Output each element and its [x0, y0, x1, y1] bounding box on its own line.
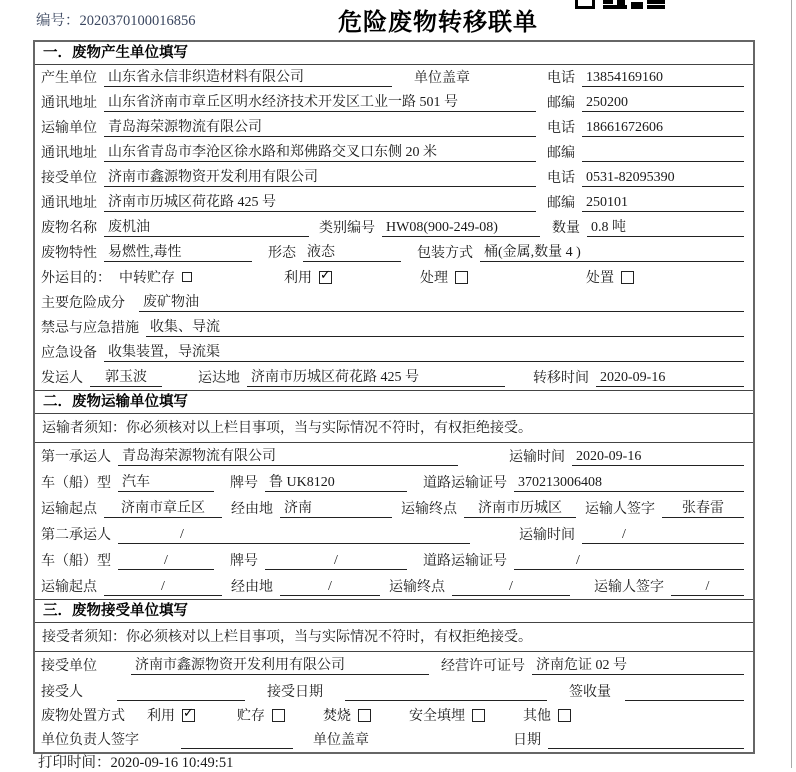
origin-label: 运输起点 [41, 580, 97, 595]
checkbox-icon [558, 709, 571, 722]
section-transporter [35, 390, 753, 599]
equipment-label: 应急设备 [41, 346, 97, 361]
equipment-row [35, 340, 753, 365]
checkbox-icon [272, 709, 285, 722]
hazard-label: 主要危险成分 [41, 296, 125, 311]
section2-header: 二．废物运输单位填写 [35, 391, 753, 414]
received-amount-value [625, 700, 744, 701]
first-carrier-label: 第一承运人 [41, 450, 111, 465]
vehicle-type-value: 汽车 [118, 471, 214, 492]
consignor-value: 郭玉波 [90, 366, 162, 387]
receive-date-label: 接受日期 [267, 685, 323, 700]
plate-value: 鲁 UK8120 [265, 471, 407, 492]
second-carrier-row [35, 521, 753, 547]
transfer-time-value: 2020-09-16 [596, 370, 744, 387]
consignor-row [35, 365, 753, 390]
phone-label: 电话 [547, 121, 575, 136]
packing-label: 包装方式 [417, 246, 473, 261]
checkbox-icon [621, 271, 634, 284]
end-label: 运输终点 [401, 502, 457, 517]
transport-time-value: / [582, 527, 744, 544]
permit-label: 经营许可证号 [441, 659, 525, 674]
document-number-label: 编号： [36, 13, 80, 29]
receiver-label: 接受单位 [41, 171, 97, 186]
producer-label: 产生单位 [41, 71, 97, 86]
route-row-1 [35, 495, 753, 521]
waste-character-row [35, 240, 753, 265]
checkbox-icon [182, 272, 192, 282]
transport-time-value: 2020-09-16 [572, 449, 744, 466]
via-label: 经由地 [231, 502, 273, 517]
carrier-sign-label: 运输人签字 [594, 580, 664, 595]
address-label: 通讯地址 [41, 196, 97, 211]
destination-value: 济南市历城区荷花路 425 号 [247, 366, 505, 387]
quantity-value: 0.8 吨 [587, 216, 744, 237]
road-license-label: 道路运输证号 [423, 476, 507, 491]
purpose-row [35, 265, 753, 290]
receiver-value: 济南市鑫源物资开发利用有限公司 [104, 166, 536, 187]
vehicle-type-value: / [118, 553, 214, 570]
producer-row [35, 65, 753, 90]
transport-time-label: 运输时间 [519, 528, 575, 543]
section-producer [35, 42, 753, 390]
waste-name-row [35, 215, 753, 240]
transfer-time-label: 转移时间 [533, 371, 589, 386]
taboo-label: 禁忌与应急措施 [41, 321, 139, 336]
option-label: 处理 [420, 271, 448, 286]
qr-code-fragment [575, 0, 665, 9]
received-amount-label: 签收量 [569, 685, 611, 700]
receiver-row [35, 165, 753, 190]
purpose-option-use [284, 267, 332, 287]
checkbox-icon [358, 709, 371, 722]
second-carrier-value: / [118, 527, 470, 544]
option-label: 处置 [586, 271, 614, 286]
transporter-zip-value [582, 161, 744, 162]
producer-value: 山东省永信非织造材料有限公司 [104, 66, 392, 87]
first-carrier-value: 青岛海荣源物流有限公司 [118, 445, 458, 466]
receiver-phone-value: 0531-82095390 [582, 170, 744, 187]
route-row-2 [35, 573, 753, 599]
transporter-address-row [35, 140, 753, 165]
purpose-option-treat [420, 267, 468, 287]
producer-address-value: 山东省济南市章丘区明水经济技术开发区工业一路 501 号 [104, 91, 536, 112]
option-label: 其他 [523, 709, 551, 724]
window-edge [791, 0, 792, 768]
transporter-notice: 运输者须知：你必须核对以上栏目事项，当与实际情况不符时，有权拒绝接受。 [35, 414, 753, 443]
receiving-unit-label: 接受单位 [41, 659, 97, 674]
producer-zip-value: 250200 [582, 95, 744, 112]
unit-seal-label: 单位盖章 [414, 71, 470, 86]
unit-seal-label: 单位盖章 [313, 733, 369, 748]
consignor-label: 发运人 [41, 371, 83, 386]
purpose-option-dispose [586, 267, 634, 287]
document-number-value: 2020370100016856 [79, 13, 196, 29]
option-label: 中转贮存 [119, 271, 175, 286]
receive-person-value [117, 700, 245, 701]
permit-value: 济南危证 02 号 [532, 654, 744, 675]
checkbox-icon [455, 271, 468, 284]
page-title: 危险废物转移联单 [338, 9, 538, 36]
plate-label: 牌号 [230, 554, 258, 569]
carrier-sign-value: 张春雷 [662, 497, 744, 518]
transfer-form-table [33, 40, 755, 754]
plate-value: / [265, 553, 407, 570]
transporter-row [35, 115, 753, 140]
transporter-address-value: 山东省青岛市李沧区徐水路和郑佛路交叉口东侧 20 米 [104, 141, 536, 162]
purpose-label: 外运目的： [41, 271, 111, 286]
hazard-row [35, 290, 753, 315]
destination-label: 运达地 [198, 371, 240, 386]
responsible-sign-row [35, 728, 753, 752]
receiver-zip-value: 250101 [582, 195, 744, 212]
hazard-value: 废矿物油 [139, 291, 744, 312]
carrier-sign-label: 运输人签字 [585, 502, 655, 517]
taboo-row [35, 315, 753, 340]
option-label: 焚烧 [323, 709, 351, 724]
character-value: 易燃性,毒性 [104, 241, 252, 262]
form-label: 形态 [268, 246, 296, 261]
vehicle-row-1 [35, 469, 753, 495]
receive-person-row [35, 678, 753, 704]
carrier-sign-value: / [671, 579, 744, 596]
responsible-sign-value [181, 748, 293, 749]
responsible-sign-label: 单位负责人签字 [41, 733, 139, 748]
vehicle-row-2 [35, 547, 753, 573]
print-time-label: 打印时间： [38, 755, 111, 771]
section3-header: 三．废物接受单位填写 [35, 600, 753, 623]
zip-label: 邮编 [547, 146, 575, 161]
category-label: 类别编号 [319, 221, 375, 236]
producer-address-row [35, 90, 753, 115]
phone-label: 电话 [547, 171, 575, 186]
end-value: 济南市历城区 [464, 497, 576, 518]
transporter-phone-value: 18661672606 [582, 120, 744, 137]
via-value: 济南 [280, 497, 392, 518]
quantity-label: 数量 [552, 221, 580, 236]
equipment-value: 收集装置，导流渠 [104, 341, 744, 362]
disposal-method-label: 废物处置方式 [41, 709, 125, 724]
disposal-option-incinerate [323, 705, 371, 725]
option-label: 利用 [147, 709, 175, 724]
option-label: 安全填埋 [409, 709, 465, 724]
zip-label: 邮编 [547, 196, 575, 211]
receiver-notice: 接受者须知：你必须核对以上栏目事项，当与实际情况不符时，有权拒绝接受。 [35, 623, 753, 652]
purpose-option-storage [119, 267, 192, 287]
print-time [38, 751, 233, 772]
character-label: 废物特性 [41, 246, 97, 261]
vehicle-type-label: 车（船）型 [41, 554, 111, 569]
zip-label: 邮编 [547, 96, 575, 111]
qr-finder-block [575, 0, 595, 9]
second-carrier-label: 第二承运人 [41, 528, 111, 543]
section1-header: 一．废物产生单位填写 [35, 42, 753, 65]
end-value: / [452, 579, 570, 596]
receive-date-value [345, 700, 547, 701]
address-label: 通讯地址 [41, 146, 97, 161]
road-license-value: / [514, 553, 744, 570]
option-label: 贮存 [237, 709, 265, 724]
transport-time-label: 运输时间 [509, 450, 565, 465]
taboo-value: 收集、导流 [146, 316, 744, 337]
packing-value: 桶(金属,数量 4 ) [480, 241, 744, 262]
phone-label: 电话 [547, 71, 575, 86]
via-value: / [280, 579, 380, 596]
option-label: 利用 [284, 271, 312, 286]
vehicle-type-label: 车（船）型 [41, 476, 111, 491]
end-label: 运输终点 [389, 580, 445, 595]
road-license-value: 370213006408 [514, 475, 744, 492]
checkbox-icon [182, 709, 195, 722]
disposal-option-use [147, 705, 195, 725]
disposal-option-other [523, 705, 571, 725]
disposal-option-landfill [409, 705, 485, 725]
producer-phone-value: 13854169160 [582, 70, 744, 87]
receiver-address-row [35, 190, 753, 215]
disposal-method-row [35, 704, 753, 728]
disposal-option-store [237, 705, 285, 725]
plate-label: 牌号 [230, 476, 258, 491]
first-carrier-row [35, 443, 753, 469]
category-value: HW08(900-249-08) [382, 220, 540, 237]
date-value [548, 748, 744, 749]
address-label: 通讯地址 [41, 96, 97, 111]
origin-value: / [104, 579, 222, 596]
origin-value: 济南市章丘区 [104, 497, 222, 518]
checkbox-icon [472, 709, 485, 722]
waste-name-label: 废物名称 [41, 221, 97, 236]
origin-label: 运输起点 [41, 502, 97, 517]
receiving-unit-row [35, 652, 753, 678]
receiver-address-value: 济南市历城区荷花路 425 号 [104, 191, 536, 212]
transporter-label: 运输单位 [41, 121, 97, 136]
transporter-value: 青岛海荣源物流有限公司 [104, 116, 536, 137]
section-receiver [35, 599, 753, 752]
receiving-unit-value: 济南市鑫源物资开发利用有限公司 [131, 654, 429, 675]
receive-person-label: 接受人 [41, 685, 83, 700]
print-time-value: 2020-09-16 10:49:51 [110, 755, 234, 771]
checkbox-icon [319, 271, 332, 284]
road-license-label: 道路运输证号 [423, 554, 507, 569]
date-label: 日期 [513, 733, 541, 748]
document-number [36, 9, 196, 30]
form-value: 液态 [303, 241, 401, 262]
via-label: 经由地 [231, 580, 273, 595]
waste-name-value: 废机油 [104, 216, 309, 237]
